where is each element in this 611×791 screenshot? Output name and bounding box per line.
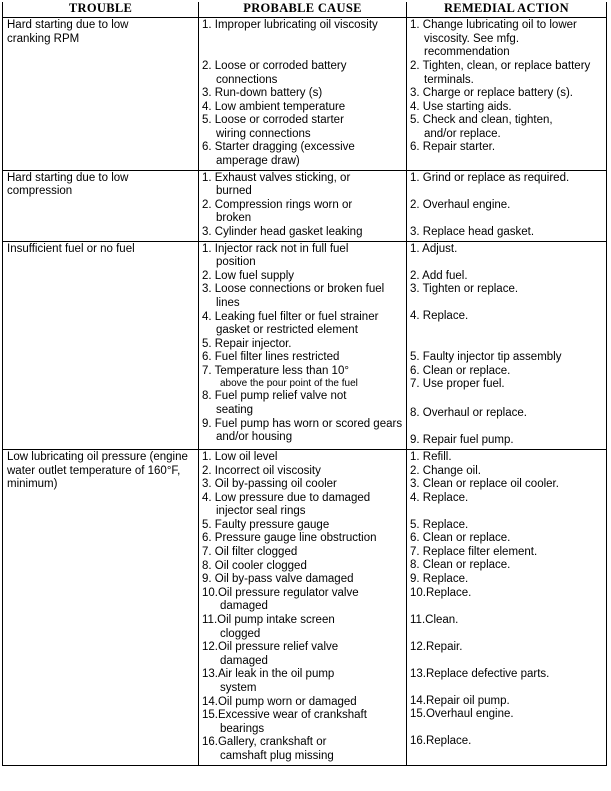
cause-item: 14.Oil pump worn or damaged <box>202 695 357 708</box>
cause-cell <box>199 449 407 765</box>
cause-item: 2. Incorrect oil viscosity <box>202 464 321 477</box>
cause-item: 11.Oil pump intake screen clogged <box>202 614 335 640</box>
cause-item: 1. Exhaust valves sticking, or burned <box>202 171 351 198</box>
troubleshooting-table <box>2 2 607 766</box>
action-item: 5. Faulty injector tip assembly <box>410 351 562 364</box>
action-item: 4. Replace. <box>410 310 469 323</box>
action-item: 1. Adjust. <box>410 242 458 255</box>
trouble-text: Insufficient fuel or no fuel <box>7 242 135 255</box>
action-item: 2. Change oil. <box>410 464 481 477</box>
cause-cell <box>199 170 407 241</box>
action-item: 3. Clean or replace oil cooler. <box>410 478 559 491</box>
trouble-section-low-oil-pressure <box>3 449 607 765</box>
action-cell <box>407 241 607 449</box>
action-item: 6. Clean or replace. <box>410 364 511 377</box>
cause-item: 1. Improper lubricating oil viscosity <box>202 19 378 31</box>
action-item: 8. Overhaul or replace. <box>410 407 527 420</box>
action-item: 16.Replace. <box>410 735 472 748</box>
header-trouble: TROUBLE <box>3 2 199 18</box>
action-item: 14.Repair oil pump. <box>410 694 510 707</box>
action-cell <box>407 18 607 171</box>
trouble-text: Low lubricating oil pressure (engine water outlet temperature of 160°F, minimum) <box>7 450 188 491</box>
cause-item: 8. Oil cooler clogged <box>202 559 307 572</box>
cause-item: 3. Run-down battery (s) <box>202 87 323 99</box>
trouble-section-low-cranking-rpm <box>3 18 607 171</box>
action-item: 1. Grind or replace as required. <box>410 171 570 184</box>
action-item: 7. Use proper fuel. <box>410 378 505 391</box>
trouble-text: Hard starting due to low compression <box>7 171 129 198</box>
action-item: 9. Replace. <box>410 573 469 586</box>
cause-item: 9. Oil by-pass valve damaged <box>202 573 354 586</box>
trouble-cell <box>3 241 199 449</box>
action-item: 5. Check and clean, tighten, and/or replace. <box>410 114 553 140</box>
cause-item: 8. Fuel pump relief valve not seating <box>202 390 347 417</box>
header-row <box>3 2 607 18</box>
action-item: 8. Clean or replace. <box>410 559 511 572</box>
cause-item: 4. Low pressure due to damaged injector seal rings <box>202 491 371 518</box>
action-item: 10.Replace. <box>410 586 472 599</box>
cause-item: 4. Leaking fuel filter or fuel strainer gasket or restricted element <box>202 310 379 337</box>
action-item: 7. Replace filter element. <box>410 545 538 558</box>
cause-item: 5. Repair injector. <box>202 337 292 350</box>
trouble-section-insufficient-fuel <box>3 241 607 449</box>
action-item: 2. Tighten, clean, or replace battery terminals. <box>410 60 591 86</box>
action-cell <box>407 170 607 241</box>
cause-item: 4. Low ambient temperature <box>202 100 346 113</box>
cause-item: 5. Loose or corroded starter wiring connections <box>202 114 344 140</box>
cause-item: 6. Fuel filter lines restricted <box>202 351 340 364</box>
action-item: 1. Refill. <box>410 450 452 463</box>
cause-item: 3. Oil by-passing oil cooler <box>202 478 337 491</box>
trouble-cell <box>3 18 199 171</box>
cause-note: above the pour point of the fuel <box>220 378 358 390</box>
cause-cell <box>199 18 407 171</box>
trouble-section-low-compression <box>3 170 607 241</box>
action-item: 5. Replace. <box>410 518 469 531</box>
action-item: 4. Use starting aids. <box>410 100 512 113</box>
cause-item: 6. Starter dragging (excessive amperage draw) <box>202 141 355 167</box>
cause-item: 10.Oil pressure regulator valve damaged <box>202 586 359 613</box>
cause-item: 2. Loose or corroded battery connections <box>202 60 347 86</box>
cause-item: 6. Pressure gauge line obstruction <box>202 532 377 545</box>
cause-item: 16.Gallery, crankshaft or camshaft plug missing <box>202 736 334 762</box>
cause-item <box>202 365 406 391</box>
cause-text: 7. Temperature less than 10° <box>202 364 349 377</box>
action-item: 13.Replace defective parts. <box>410 667 550 680</box>
cause-item: 13.Air leak in the oil pump system <box>202 668 335 694</box>
cause-item: 7. Oil filter clogged <box>202 546 298 559</box>
cause-item: 12.Oil pressure relief valve damaged <box>202 641 339 667</box>
cause-item: 5. Faulty pressure gauge <box>202 518 330 531</box>
action-item: 2. Add fuel. <box>410 269 468 282</box>
header-remedial-action: REMEDIAL ACTION <box>407 2 607 18</box>
action-item: 3. Replace head gasket. <box>410 225 535 238</box>
action-item: 3. Tighten or replace. <box>410 283 519 296</box>
trouble-text: Hard starting due to low cranking RPM <box>7 19 129 45</box>
cause-item: 2. Compression rings worn or broken <box>202 198 353 225</box>
cause-item: 2. Low fuel supply <box>202 269 295 282</box>
action-item: 2. Overhaul engine. <box>410 198 511 211</box>
cause-item: 1. Injector rack not in full fuel position <box>202 242 349 269</box>
action-item: 6. Clean or replace. <box>410 532 511 545</box>
cause-item: 3. Loose connections or broken fuel lines <box>202 283 385 309</box>
cause-cell <box>199 241 407 449</box>
action-item: 3. Charge or replace battery (s). <box>410 87 573 99</box>
action-item: 1. Change lubricating oil to lower viscosity. See mfg. recommendation <box>410 19 577 59</box>
cause-item: 9. Fuel pump has worn or scored gears and/or housing <box>202 417 403 444</box>
cause-item: 3. Cylinder head gasket leaking <box>202 225 363 238</box>
action-item: 4. Replace. <box>410 491 469 504</box>
action-item: 6. Repair starter. <box>410 141 496 154</box>
action-item: 11.Clean. <box>410 613 459 626</box>
action-cell <box>407 449 607 765</box>
header-probable-cause: PROBABLE CAUSE <box>199 2 407 18</box>
trouble-cell <box>3 170 199 241</box>
trouble-cell <box>3 449 199 765</box>
cause-item: 1. Low oil level <box>202 450 278 463</box>
cause-item: 15.Excessive wear of crankshaft bearings <box>202 709 367 735</box>
action-item: 12.Repair. <box>410 640 463 653</box>
action-item: 9. Repair fuel pump. <box>410 434 514 447</box>
action-item: 15.Overhaul engine. <box>410 708 514 721</box>
